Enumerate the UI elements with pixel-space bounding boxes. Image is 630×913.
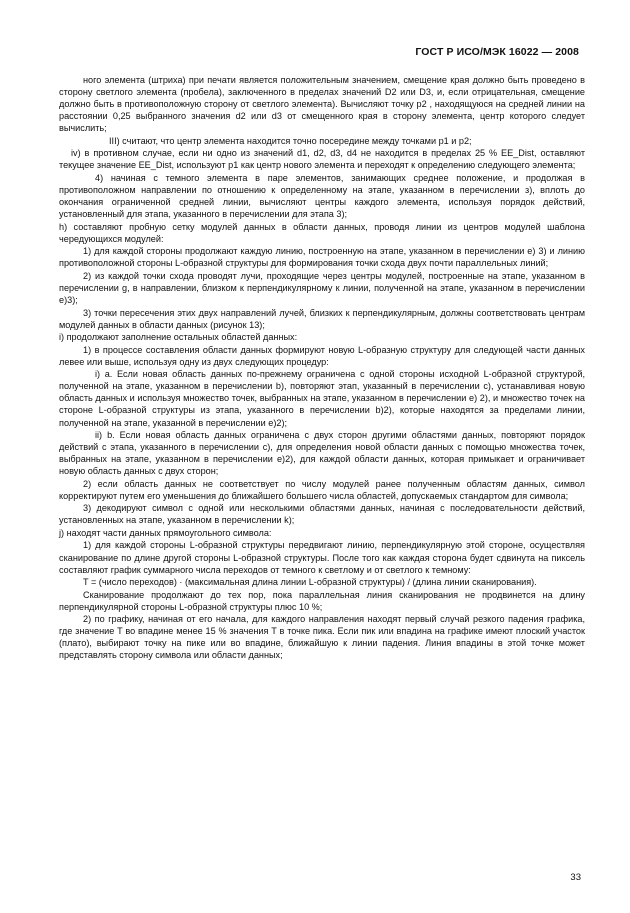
paragraph: Сканирование продолжают до тех пор, пока параллельная линия сканирования не продвинется на длину перпендикулярной стороны L-образной структуры плюс 10 %; — [59, 589, 585, 612]
page-number: 33 — [570, 872, 581, 883]
paragraph: j) находят части данных прямоугольного символа: — [59, 527, 272, 538]
paragraph: 1) для каждой стороны продолжают каждую линию, построенную на этапе, указанном в перечислении e) 3) и линию противоположной стороны L-образной структуры для формирования точки схода двух почти параллельных линий; — [59, 246, 585, 269]
paragraph: 2) из каждой точки схода проводят лучи, проходящие через центры модулей, построенные на этапе, указанном в перечислении g, в направлении, близком к перпендикулярному к линии, полученной на этапе, указанном в перечислении e)3); — [59, 270, 585, 306]
paragraph: i) продолжают заполнение остальных областей данных: — [59, 332, 298, 343]
paragraph: i) a. Если новая область данных по-прежнему ограничена с одной стороны исходной L-образной структурой, полученной на этапе, указанном в перечислении b), повторяют этап, указанный в перечислении c), устанавливая новую область данных и используя множество точек, выбранных на этапе, указанном в перечислении e) 2), и множество точек на стороне L-образной структуры из этапа, указанного в перечислении b)2), которые находятся за пределами линии, полученной на этапе, указанной в перечислении e)2); — [59, 369, 585, 428]
paragraph: 3) декодируют символ с одной или несколькими областями данных, начиная с последовательности действий, установленных на этапе, указанном в перечислении k); — [59, 503, 585, 526]
paragraph: 1) для каждой стороны L-образной структуры передвигают линию, перпендикулярную этой стороне, осуществляя сканирование по длине другой стороны L-образной структуры. После того как каждая сторона будет сдвинута на пиксель составляют график суммарного числа переходов от темного к светлому и от светлого к темному: — [59, 540, 585, 575]
paragraph: 3) точки пересечения этих двух направлений лучей, близких к перпендикулярным, должны соответствовать центрам модулей данных в области данных (рисунок 13); — [59, 307, 585, 330]
paragraph: 4) начиная с темного элемента в паре элементов, занимающих среднее положение, и продолжая в противоположном направлении по отношению к определенному на этапе, указанном в перечислении з), вплоть до окончания ограниченной средней линии, вычисляют центры каждого элемента, используя порядок действий, установленный для этапа, указанного в перечислении для этапа 3); — [59, 172, 585, 220]
paragraph: ii) b. Если новая область данных ограничена с двух сторон другими областями данных, повторяют порядок действий с этапа, указанного в перечислении c), для определения новой области данных с помощью множества точек, выбранных на этапе, указанном в перечислении e)2), для каждой области данных, которая примыкает и ограничивает новую область данных с двух сторон; — [59, 430, 585, 477]
paragraph: III) считают, что центр элемента находится точно посередине между точками p1 и p2; — [109, 135, 472, 146]
body-text — [59, 74, 585, 662]
paragraph: 1) в процессе составления области данных формируют новую L-образную структуру для следующей части данных левее или выше, используя одну из двух следующих процедур: — [59, 344, 585, 367]
paragraph: T = (число переходов) · (максимальная длина линии L-образной структуры) / (длина линии сканирования). — [83, 577, 537, 588]
standard-header: ГОСТ Р ИСО/МЭК 16022 — 2008 — [415, 46, 579, 58]
paragraph: ного элемента (штриха) при печати является положительным значением, смещение края должно быть проведено в сторону светлого элемента (пробела), заключенного в пределах значений D2 или D3, и, если отрицательная, смещение должно быть в противоположную сторону от светлого элемента). Вычисляют точку p2 , находящуюся на средней линии на расстоянии 0,25 выбранного значения d2 или d3 от смещенного края в сторону элемента, центр которого следует вычислить; — [59, 75, 585, 134]
paragraph: iv) в противном случае, если ни одно из значений d1, d2, d3, d4 не находится в пределах 25 % EE_Dist, оставляют текущее значение EE_Dist, используют p1 как центр нового элемента и переходят к определению следующего элемента; — [59, 148, 585, 171]
paragraph: 2) по графику, начиная от его начала, для каждого направления находят первый случай резкого падения графика, где значение T во впадине менее 15 % значения T в точке пика. Если пик или впадина на графике имеют плоский участок (плато), выбирают точку на пике или во впадине, ближайшую к линии падения. Линия впадины в этой точке может представлять сторону символа или области данных; — [59, 614, 585, 661]
paragraph: 2) если область данных не соответствует по числу модулей ранее полученным областям данных, символ корректируют путем его уменьшения до ближайшего большего числа областей, допускаемых стандартом для символа; — [59, 478, 585, 501]
paragraph: h) составляют пробную сетку модулей данных в области данных, проводя линии из центров модулей шаблона чередующихся модулей: — [59, 221, 585, 244]
